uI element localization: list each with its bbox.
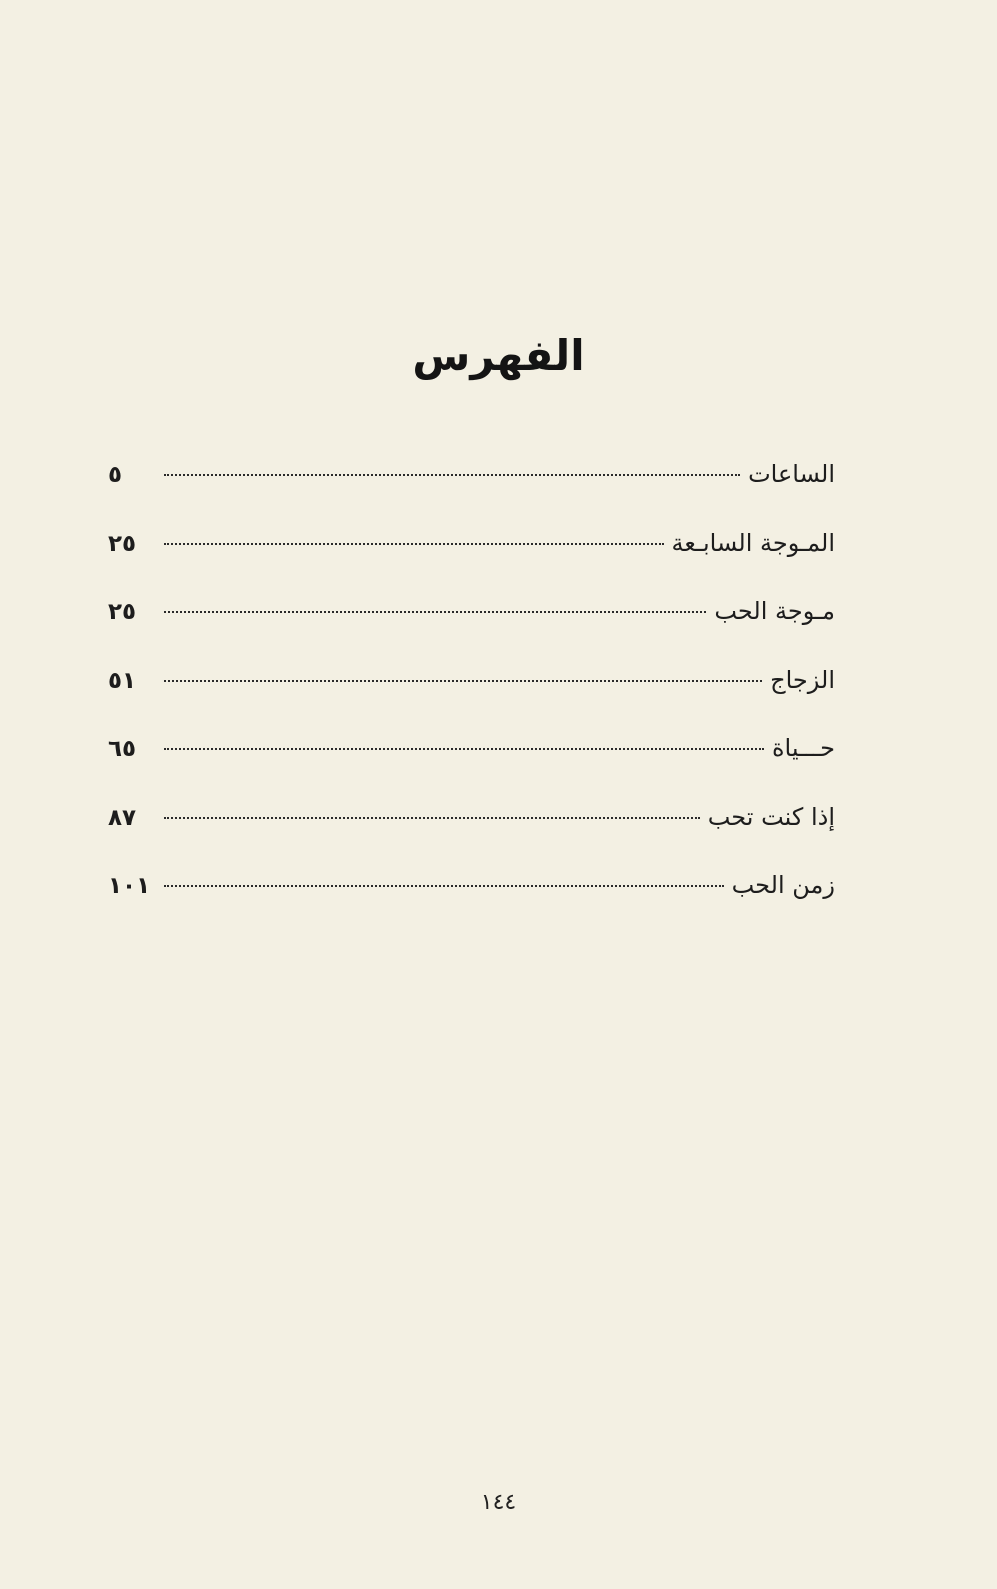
dot-leader <box>164 817 700 819</box>
dot-leader <box>164 680 762 682</box>
toc-entry-page-number: ٢٥ <box>108 599 137 625</box>
toc-entry-title: المـوجة السابـعة <box>671 528 835 557</box>
dot-leader <box>164 474 740 476</box>
toc-entry-title: زمن الحب <box>731 871 835 899</box>
page-title: الفهرس <box>412 331 585 380</box>
dot-leader <box>164 885 724 887</box>
dot-leader <box>164 748 764 750</box>
toc-entry-page-number: ٥ <box>108 462 123 488</box>
toc-entry-title: حـــياة <box>771 734 835 762</box>
toc-entry-page-number: ٨٧ <box>108 804 137 831</box>
toc-entry-title: الزجاج <box>770 665 835 694</box>
toc-entry-title: إذا كنت تحب <box>707 802 835 831</box>
toc-entry <box>108 656 835 725</box>
toc-entry <box>108 519 835 588</box>
toc-entry <box>108 587 835 656</box>
toc-entry <box>108 793 835 862</box>
toc-entry-page-number: ١٠١ <box>108 873 151 899</box>
toc-entry-page-number: ٦٥ <box>108 736 137 762</box>
toc-entry <box>108 861 835 930</box>
toc-entry <box>108 450 835 519</box>
dot-leader <box>164 543 664 545</box>
toc-entry-page-number: ٢٥ <box>108 530 137 557</box>
toc-entry-title: الساعات <box>748 460 835 488</box>
dot-leader <box>164 611 706 613</box>
toc-entry <box>108 724 835 793</box>
table-of-contents <box>108 450 835 930</box>
toc-entry-page-number: ٥١ <box>108 667 137 694</box>
toc-entry-title: مـوجة الحب <box>714 597 835 625</box>
page-number: ١٤٤ <box>480 1490 517 1515</box>
